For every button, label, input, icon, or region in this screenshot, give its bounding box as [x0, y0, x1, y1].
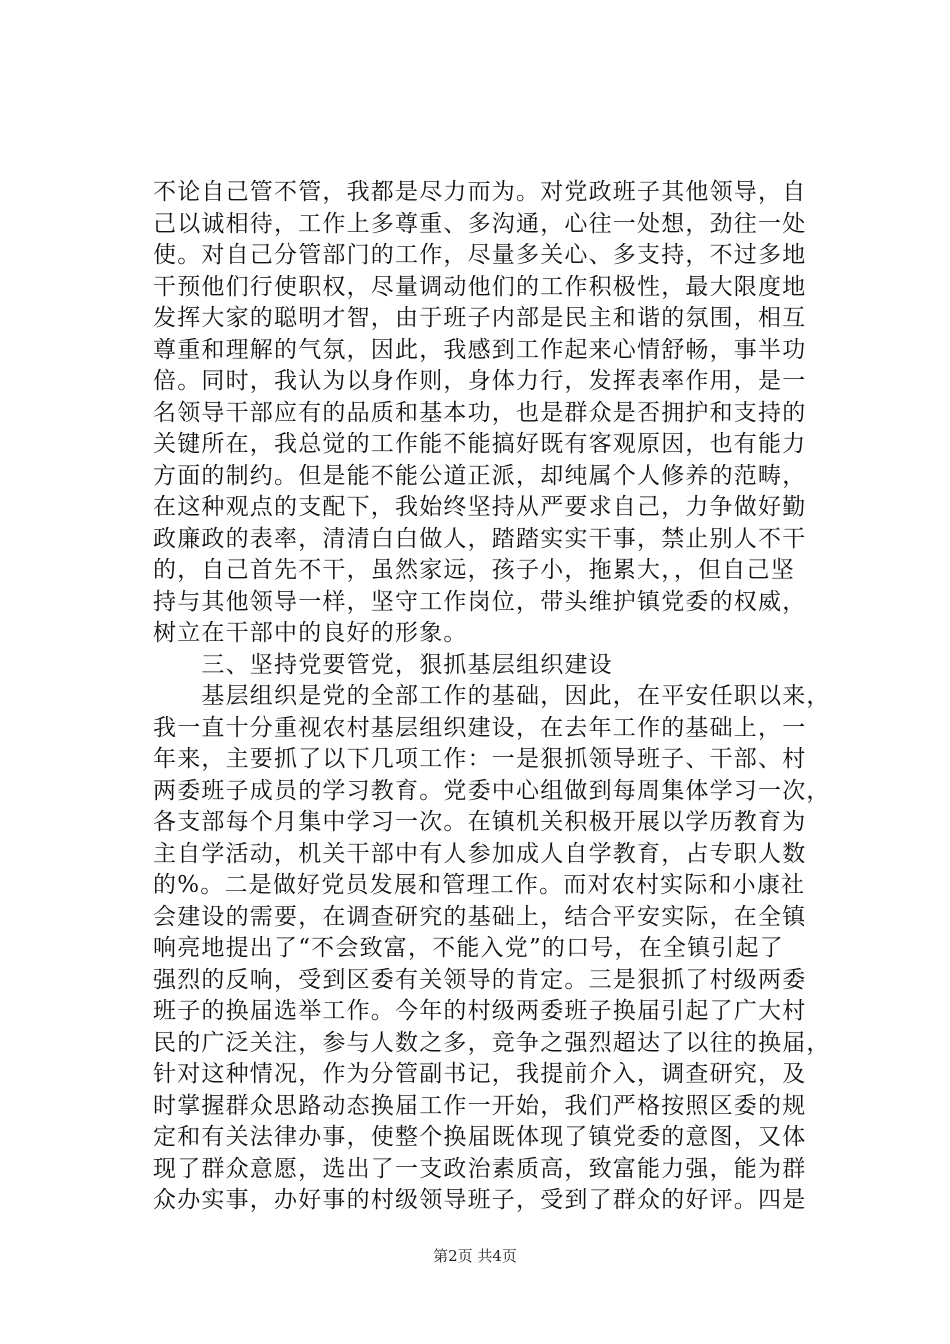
text-line: 班子的换届选举工作。今年的村级两委班子换届引起了广大村 [153, 998, 807, 1024]
section-heading: 三、坚持党要管党，狠抓基层组织建设 [153, 651, 613, 678]
page-number-label: 第2页 共4页 [433, 1247, 517, 1265]
page-footer [0, 1245, 950, 1266]
text-line: 年来，主要抓了以下几项工作：一是狠抓领导班子、干部、村 [153, 746, 807, 772]
text-line: 树立在干部中的良好的形象。 [153, 620, 468, 646]
text-line: 发挥大家的聪明才智，由于班子内部是民主和谐的氛围，相互 [153, 305, 807, 331]
text-line: 针对这种情况，作为分管副书记，我提前介入，调查研究，及 [153, 1061, 807, 1087]
text-line: 基层组织是党的全部工作的基础，因此，在平安任职以来， [153, 683, 831, 709]
text-line: 持与其他领导一样，坚守工作岗位，带头维护镇党委的权威， [153, 588, 807, 615]
text-line: 民的广泛关注，参与人数之多，竞争之强烈超达了以往的换届， [153, 1029, 831, 1056]
text-line: 现了群众意愿，选出了一支政治素质高，致富能力强，能为群 [153, 1155, 807, 1182]
text-line: 两委班子成员的学习教育。党委中心组做到每周集体学习一次， [153, 777, 831, 804]
text-line: 名领导干部应有的品质和基本功，也是群众是否拥护和支持的 [153, 399, 807, 426]
text-line: 政廉政的表率，清清白白做人，踏踏实实干事，禁止别人不干 [153, 525, 807, 552]
text-line: 关键所在，我总觉的工作能不能搞好既有客观原因，也有能力 [153, 431, 807, 457]
text-line: 的，自己首先不干，虽然家远，孩子小，拖累大，，但自己坚 [153, 557, 795, 583]
body-text [153, 177, 833, 1217]
text-line: 倍。同时，我认为以身作则，身体力行，发挥表率作用，是一 [153, 368, 807, 394]
text-line: 方面的制约。但是能不能公道正派，却纯属个人修养的范畴， [153, 462, 807, 489]
text-line: 响亮地提出了“不会致富，不能入党”的口号，在全镇引起了 [153, 935, 784, 961]
text-line: 会建设的需要，在调查研究的基础上，结合平安实际，在全镇 [153, 903, 807, 930]
text-line: 的%。二是做好党员发展和管理工作。而对农村实际和小康社 [153, 872, 806, 898]
text-line: 时掌握群众思路动态换届工作一开始，我们严格按照区委的规 [153, 1092, 807, 1119]
text-line: 各支部每个月集中学习一次。在镇机关积极开展以学历教育为 [153, 809, 807, 835]
text-line: 强烈的反响，受到区委有关领导的肯定。三是狠抓了村级两委 [153, 966, 807, 993]
text-line: 主自学活动，机关干部中有人参加成人自学教育，占专职人数 [153, 840, 807, 867]
text-line: 己以诚相待，工作上多尊重、多沟通，心往一处想，劲往一处 [153, 210, 807, 237]
text-line: 不论自己管不管，我都是尽力而为。对党政班子其他领导，自 [153, 179, 807, 205]
text-line: 定和有关法律办事，使整个换届既体现了镇党委的意图，又体 [153, 1124, 807, 1150]
text-line: 尊重和理解的气氛，因此，我感到工作起来心情舒畅，事半功 [153, 336, 807, 363]
text-line: 使。对自己分管部门的工作，尽量多关心、多支持，不过多地 [153, 242, 807, 268]
text-line: 在这种观点的支配下，我始终坚持从严要求自己，力争做好勤 [153, 494, 807, 520]
text-line: 干预他们行使职权，尽量调动他们的工作积极性，最大限度地 [153, 273, 807, 300]
text-line: 我一直十分重视农村基层组织建设，在去年工作的基础上，一 [153, 714, 807, 741]
text-line: 众办实事，办好事的村级领导班子，受到了群众的好评。四是 [153, 1187, 807, 1213]
